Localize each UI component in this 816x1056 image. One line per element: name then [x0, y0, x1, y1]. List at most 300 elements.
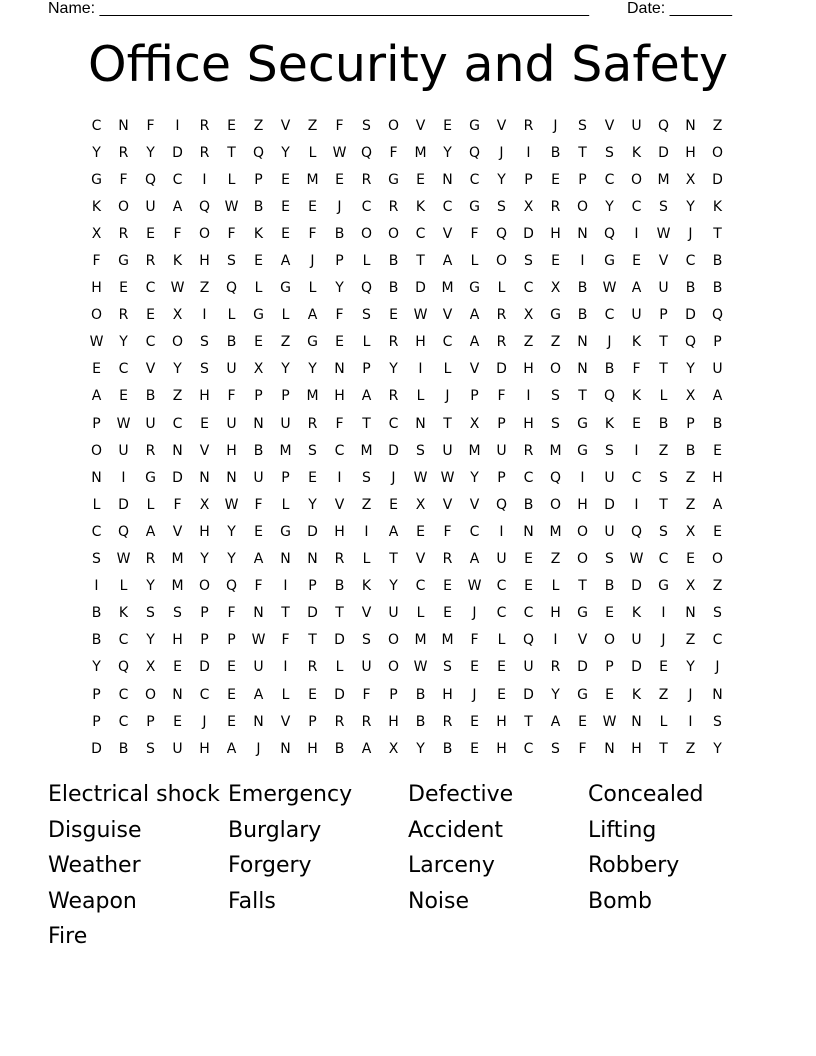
- grid-letter: M: [279, 442, 292, 459]
- grid-letter: A: [226, 740, 237, 757]
- grid-letter: R: [550, 198, 561, 215]
- grid-letter: H: [226, 442, 237, 459]
- grid-letter: J: [688, 225, 693, 242]
- grid-letter: D: [631, 578, 642, 595]
- grid-letter: U: [496, 551, 507, 568]
- grid-letter: C: [523, 740, 534, 757]
- grid-letter: Z: [658, 686, 669, 703]
- grid-letter: E: [200, 415, 209, 432]
- grid-letter: Z: [685, 469, 696, 486]
- grid-letter: R: [361, 713, 372, 730]
- grid-letter: Z: [550, 334, 561, 351]
- grid-letter: D: [604, 496, 615, 513]
- grid-letter: V: [199, 442, 210, 459]
- grid-letter: E: [416, 171, 425, 188]
- grid-letter: E: [173, 659, 182, 676]
- grid-letter: L: [416, 605, 425, 622]
- grid-letter: K: [118, 605, 129, 622]
- grid-letter: E: [605, 686, 614, 703]
- grid-letter: P: [497, 469, 506, 486]
- grid-letter: D: [199, 659, 210, 676]
- grid-letter: S: [146, 605, 155, 622]
- grid-letter: S: [362, 117, 371, 134]
- grid-letter: Y: [119, 334, 128, 351]
- grid-letter: D: [523, 225, 534, 242]
- grid-letter: P: [470, 388, 479, 405]
- grid-letter: R: [145, 253, 156, 270]
- grid-letter: P: [92, 713, 101, 730]
- grid-letter: F: [146, 117, 155, 134]
- grid-letter: V: [442, 496, 453, 513]
- grid-letter: E: [578, 713, 587, 730]
- grid-letter: G: [658, 578, 669, 595]
- grid-letter: B: [118, 740, 129, 757]
- grid-letter: T: [389, 551, 398, 568]
- word-list-item: Larceny: [408, 853, 495, 879]
- grid-letter: C: [712, 632, 723, 649]
- grid-letter: V: [280, 713, 291, 730]
- grid-letter: O: [630, 171, 643, 188]
- grid-letter: C: [604, 307, 615, 324]
- grid-letter: L: [551, 578, 560, 595]
- grid-letter: S: [713, 605, 722, 622]
- grid-letter: U: [226, 415, 237, 432]
- grid-letter: H: [199, 253, 210, 270]
- grid-letter: U: [523, 659, 534, 676]
- grid-letter: A: [712, 496, 723, 513]
- grid-letter: M: [414, 144, 427, 161]
- grid-letter: V: [469, 496, 480, 513]
- grid-letter: Y: [686, 361, 695, 378]
- word-list-item: Weather: [48, 853, 141, 879]
- grid-letter: G: [388, 171, 399, 188]
- grid-letter: A: [172, 198, 183, 215]
- grid-letter: E: [119, 280, 128, 297]
- page-title: Office Security and Safety: [88, 36, 728, 93]
- grid-letter: L: [362, 551, 371, 568]
- grid-letter: I: [121, 469, 126, 486]
- grid-letter: G: [253, 307, 264, 324]
- grid-letter: Y: [146, 632, 155, 649]
- grid-letter: J: [688, 686, 693, 703]
- grid-letter: H: [199, 523, 210, 540]
- grid-letter: U: [172, 740, 183, 757]
- grid-letter: L: [443, 361, 452, 378]
- grid-letter: D: [118, 496, 129, 513]
- word-list-item: Concealed: [588, 782, 704, 807]
- grid-letter: E: [713, 523, 722, 540]
- grid-letter: S: [659, 198, 668, 215]
- grid-letter: I: [688, 713, 693, 730]
- grid-letter: G: [550, 307, 561, 324]
- grid-letter: F: [227, 388, 236, 405]
- grid-letter: D: [577, 659, 588, 676]
- grid-letter: Q: [603, 388, 616, 405]
- grid-letter: K: [631, 686, 642, 703]
- grid-letter: N: [604, 740, 615, 757]
- grid-letter: H: [550, 605, 561, 622]
- grid-letter: N: [253, 415, 264, 432]
- grid-letter: B: [442, 740, 453, 757]
- grid-letter: X: [145, 659, 156, 676]
- grid-letter: P: [659, 307, 668, 324]
- grid-letter: E: [335, 171, 344, 188]
- grid-letter: I: [337, 469, 342, 486]
- grid-letter: E: [470, 740, 479, 757]
- grid-letter: D: [307, 605, 318, 622]
- grid-letter: S: [92, 551, 101, 568]
- grid-letter: G: [604, 253, 615, 270]
- grid-letter: E: [281, 198, 290, 215]
- grid-letter: S: [524, 253, 533, 270]
- grid-letter: C: [415, 225, 426, 242]
- grid-letter: G: [577, 605, 588, 622]
- grid-letter: J: [607, 334, 612, 351]
- grid-letter: E: [227, 713, 236, 730]
- grid-letter: L: [362, 334, 371, 351]
- word-list-item: Fire: [48, 924, 88, 950]
- grid-letter: U: [118, 442, 129, 459]
- grid-letter: C: [118, 632, 129, 649]
- grid-letter: J: [445, 388, 450, 405]
- grid-letter: H: [523, 415, 534, 432]
- grid-letter: Y: [389, 578, 398, 595]
- grid-letter: H: [91, 280, 102, 297]
- grid-letter: G: [91, 171, 102, 188]
- grid-letter: Y: [227, 551, 236, 568]
- grid-letter: Y: [281, 144, 290, 161]
- grid-letter: F: [632, 361, 641, 378]
- grid-letter: C: [172, 171, 183, 188]
- grid-letter: S: [497, 198, 506, 215]
- grid-letter: N: [226, 469, 237, 486]
- grid-letter: B: [685, 280, 696, 297]
- grid-letter: F: [119, 171, 128, 188]
- grid-letter: R: [145, 442, 156, 459]
- grid-letter: H: [334, 388, 345, 405]
- grid-letter: H: [334, 523, 345, 540]
- grid-letter: M: [441, 280, 454, 297]
- grid-letter: F: [173, 225, 182, 242]
- word-list-item: Accident: [408, 817, 504, 843]
- word-list-item: Lifting: [588, 817, 657, 843]
- grid-letter: E: [173, 713, 182, 730]
- grid-letter: H: [523, 361, 534, 378]
- grid-letter: N: [118, 117, 129, 134]
- grid-letter: H: [442, 686, 453, 703]
- grid-letter: L: [659, 713, 668, 730]
- grid-letter: R: [118, 225, 129, 242]
- grid-letter: M: [171, 551, 184, 568]
- grid-letter: C: [442, 198, 453, 215]
- grid-letter: A: [361, 388, 372, 405]
- grid-letter: F: [173, 496, 182, 513]
- grid-letter: P: [92, 415, 101, 432]
- grid-letter: T: [308, 632, 317, 649]
- grid-letter: S: [605, 442, 614, 459]
- grid-letter: C: [145, 334, 156, 351]
- grid-letter: D: [685, 307, 696, 324]
- grid-letter: R: [496, 334, 507, 351]
- grid-letter: P: [281, 388, 290, 405]
- grid-letter: M: [306, 388, 319, 405]
- grid-letter: C: [361, 198, 372, 215]
- grid-letter: P: [200, 605, 209, 622]
- grid-letter: B: [658, 415, 669, 432]
- grid-letter: B: [253, 442, 264, 459]
- grid-letter: F: [443, 523, 452, 540]
- grid-letter: A: [469, 551, 480, 568]
- grid-letter: Y: [389, 361, 398, 378]
- grid-letter: N: [172, 442, 183, 459]
- grid-letter: W: [440, 469, 455, 486]
- grid-letter: B: [334, 578, 345, 595]
- grid-letter: O: [549, 361, 562, 378]
- grid-letter: X: [523, 307, 534, 324]
- grid-letter: C: [604, 171, 615, 188]
- grid-letter: P: [497, 415, 506, 432]
- grid-letter: N: [577, 225, 588, 242]
- grid-letter: Q: [360, 280, 373, 297]
- grid-letter: Q: [630, 523, 643, 540]
- grid-letter: L: [227, 171, 236, 188]
- grid-letter: D: [658, 144, 669, 161]
- grid-letter: G: [280, 280, 291, 297]
- grid-letter: S: [551, 388, 560, 405]
- grid-letter: B: [712, 415, 723, 432]
- grid-letter: C: [199, 686, 210, 703]
- grid-letter: E: [146, 225, 155, 242]
- grid-letter: F: [227, 225, 236, 242]
- grid-letter: E: [308, 198, 317, 215]
- grid-letter: N: [523, 523, 534, 540]
- grid-letter: T: [659, 361, 668, 378]
- grid-letter: F: [308, 225, 317, 242]
- grid-letter: K: [91, 198, 102, 215]
- grid-letter: B: [253, 198, 264, 215]
- grid-letter: P: [254, 388, 263, 405]
- grid-letter: E: [443, 578, 452, 595]
- grid-letter: O: [387, 632, 400, 649]
- grid-letter: A: [631, 280, 642, 297]
- grid-letter: K: [631, 144, 642, 161]
- grid-letter: Z: [523, 334, 534, 351]
- grid-letter: S: [443, 659, 452, 676]
- grid-letter: Y: [146, 578, 155, 595]
- grid-letter: T: [659, 334, 668, 351]
- grid-letter: E: [389, 496, 398, 513]
- grid-letter: N: [334, 361, 345, 378]
- grid-letter: E: [416, 523, 425, 540]
- grid-letter: Z: [712, 117, 723, 134]
- word-list-item: Noise: [408, 888, 470, 914]
- grid-letter: P: [227, 632, 236, 649]
- grid-letter: T: [659, 740, 668, 757]
- word-list-item: Weapon: [48, 888, 137, 914]
- grid-letter: Z: [685, 632, 696, 649]
- grid-letter: L: [497, 632, 506, 649]
- grid-letter: S: [308, 442, 317, 459]
- grid-letter: W: [413, 469, 428, 486]
- word-list-item: Burglary: [228, 817, 322, 843]
- grid-letter: L: [659, 388, 668, 405]
- grid-letter: E: [470, 659, 479, 676]
- grid-letter: K: [172, 253, 183, 270]
- grid-letter: F: [335, 117, 344, 134]
- grid-letter: O: [144, 686, 157, 703]
- grid-letter: B: [388, 280, 399, 297]
- grid-letter: P: [200, 632, 209, 649]
- word-list-item: Emergency: [228, 782, 353, 807]
- grid-letter: Q: [468, 144, 481, 161]
- grid-letter: E: [254, 253, 263, 270]
- grid-letter: E: [686, 551, 695, 568]
- grid-letter: Q: [225, 578, 238, 595]
- word-list-item: Forgery: [228, 853, 312, 879]
- grid-letter: I: [364, 523, 369, 540]
- grid-letter: E: [632, 253, 641, 270]
- grid-letter: F: [335, 307, 344, 324]
- grid-letter: Q: [252, 144, 265, 161]
- grid-letter: U: [361, 659, 372, 676]
- grid-letter: B: [145, 388, 156, 405]
- grid-letter: W: [170, 280, 185, 297]
- grid-letter: M: [441, 632, 454, 649]
- grid-letter: O: [549, 496, 562, 513]
- grid-letter: N: [442, 171, 453, 188]
- grid-letter: J: [310, 253, 315, 270]
- grid-letter: I: [283, 578, 288, 595]
- grid-letter: C: [91, 523, 102, 540]
- grid-letter: B: [388, 253, 399, 270]
- grid-letter: A: [712, 388, 723, 405]
- grid-letter: N: [253, 605, 264, 622]
- grid-letter: V: [469, 361, 480, 378]
- grid-letter: P: [308, 713, 317, 730]
- grid-letter: P: [578, 171, 587, 188]
- grid-letter: X: [199, 496, 210, 513]
- grid-letter: A: [91, 388, 102, 405]
- grid-letter: J: [661, 632, 666, 649]
- grid-letter: B: [91, 632, 102, 649]
- grid-letter: R: [442, 713, 453, 730]
- grid-letter: R: [307, 415, 318, 432]
- grid-letter: H: [577, 496, 588, 513]
- grid-letter: T: [416, 253, 425, 270]
- grid-letter: Y: [92, 659, 101, 676]
- grid-letter: H: [496, 740, 507, 757]
- grid-letter: I: [634, 225, 639, 242]
- grid-letter: S: [416, 442, 425, 459]
- grid-letter: V: [145, 361, 156, 378]
- grid-letter: P: [389, 686, 398, 703]
- grid-letter: E: [524, 551, 533, 568]
- grid-letter: B: [604, 361, 615, 378]
- grid-letter: X: [388, 740, 399, 757]
- grid-letter: N: [307, 551, 318, 568]
- grid-letter: C: [496, 578, 507, 595]
- grid-letter: Y: [497, 171, 506, 188]
- grid-letter: B: [550, 144, 561, 161]
- grid-letter: K: [361, 578, 372, 595]
- grid-letter: Y: [281, 361, 290, 378]
- grid-letter: Y: [686, 659, 695, 676]
- grid-letter: M: [549, 523, 562, 540]
- grid-letter: W: [413, 659, 428, 676]
- grid-letter: C: [523, 469, 534, 486]
- grid-letter: Z: [685, 740, 696, 757]
- grid-letter: I: [526, 388, 531, 405]
- grid-letter: T: [281, 605, 290, 622]
- grid-letter: J: [499, 144, 504, 161]
- grid-letter: A: [388, 523, 399, 540]
- grid-letter: M: [414, 632, 427, 649]
- grid-letter: G: [577, 415, 588, 432]
- grid-letter: S: [578, 117, 587, 134]
- grid-letter: E: [551, 171, 560, 188]
- grid-letter: C: [415, 578, 426, 595]
- grid-letter: B: [604, 578, 615, 595]
- grid-letter: C: [685, 253, 696, 270]
- grid-letter: Y: [200, 551, 209, 568]
- grid-letter: H: [199, 388, 210, 405]
- grid-letter: B: [523, 496, 534, 513]
- grid-letter: C: [496, 605, 507, 622]
- grid-letter: W: [413, 307, 428, 324]
- grid-letter: S: [659, 469, 668, 486]
- grid-letter: F: [497, 388, 506, 405]
- grid-letter: U: [388, 605, 399, 622]
- grid-letter: I: [634, 496, 639, 513]
- grid-letter: U: [631, 632, 642, 649]
- grid-letter: B: [712, 253, 723, 270]
- grid-letter: O: [495, 253, 508, 270]
- grid-letter: E: [605, 605, 614, 622]
- word-list-item: Electrical shock: [48, 782, 220, 807]
- grid-letter: V: [496, 117, 507, 134]
- grid-letter: B: [334, 740, 345, 757]
- grid-letter: D: [415, 280, 426, 297]
- grid-letter: E: [443, 605, 452, 622]
- grid-letter: E: [524, 578, 533, 595]
- word-list-item: Defective: [408, 782, 514, 807]
- grid-letter: T: [578, 144, 587, 161]
- grid-letter: P: [524, 171, 533, 188]
- header-line: [48, 0, 748, 20]
- grid-letter: B: [415, 713, 426, 730]
- grid-letter: C: [523, 605, 534, 622]
- grid-letter: U: [604, 469, 615, 486]
- grid-letter: N: [280, 551, 291, 568]
- grid-letter: B: [91, 605, 102, 622]
- grid-letter: O: [711, 144, 724, 161]
- grid-letter: N: [253, 713, 264, 730]
- grid-letter: E: [227, 117, 236, 134]
- grid-letter: D: [631, 659, 642, 676]
- grid-letter: N: [712, 686, 723, 703]
- grid-letter: F: [389, 144, 398, 161]
- grid-letter: T: [578, 388, 587, 405]
- grid-letter: S: [227, 253, 236, 270]
- grid-letter: S: [605, 551, 614, 568]
- grid-letter: L: [281, 496, 290, 513]
- grid-letter: S: [200, 361, 209, 378]
- grid-letter: A: [550, 713, 561, 730]
- grid-letter: Q: [522, 632, 535, 649]
- grid-letter: V: [361, 605, 372, 622]
- grid-letter: Q: [495, 225, 508, 242]
- grid-letter: W: [224, 198, 239, 215]
